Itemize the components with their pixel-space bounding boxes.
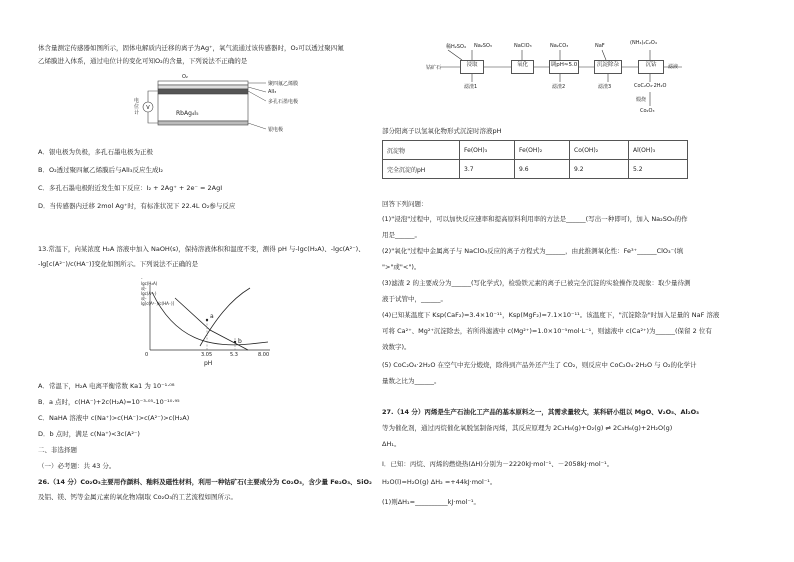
q26-part-line: 液于试管中，______。 <box>382 295 447 303</box>
q12-option-d: D．当传感器内迁移 2mol Ag⁺时，有标准状况下 22.4L O₂参与反应 <box>38 202 236 210</box>
q27-intro-line3: ΔH₁。 <box>382 440 401 448</box>
graph-xtick-2: 5.3 <box>230 352 238 358</box>
process-flow-arrows <box>420 40 720 120</box>
point-b-marker <box>234 341 236 343</box>
reagent-na2so3: Na₂SO₃ <box>474 43 492 49</box>
reagent-na2co3: Na₂CO₃ <box>550 43 569 49</box>
silver-electrode-layer <box>158 121 248 125</box>
point-a-marker <box>206 319 208 321</box>
ali3-layer <box>158 85 248 89</box>
subsection-title: （一）必考题：共 43 分。 <box>38 462 116 470</box>
q13-option-a: A．常温下，H₂A 电离平衡常数 Ka1 为 10⁻¹·⁰⁸ <box>38 382 175 390</box>
graph-origin: 0 <box>145 352 149 358</box>
q26-part-line: 效数字)。 <box>382 343 411 351</box>
curve-a2 <box>200 288 250 346</box>
table-cell: 5.2 <box>629 160 688 179</box>
graph-point-b: b <box>238 338 242 345</box>
q12-intro-line2: 乙烯膜进入体系，通过电位计的变化可知O₂的含量，下列说法不正确的是 <box>38 57 248 65</box>
q13-option-c: C．NaHA 溶液中 c(Na⁺)>c(HA⁻)>c(A²⁻)>c(H₂A) <box>38 414 190 422</box>
section-title: 二、非选择题 <box>38 446 77 454</box>
q26-part-line: (3)滤渣 2 的主要成分为______(写化学式)，检验铁元素的离子已被完全沉淀的实验操作及现象：取少量待测 <box>382 279 691 287</box>
q26-part-line: 用是______。 <box>382 231 421 239</box>
calcine-label: 煅烧 <box>636 97 647 103</box>
graph-ylabel: -lgc(H₂A)或-lgc(A²⁻)或-lg[c(A²⁻)/c(HA⁻)] <box>141 276 175 306</box>
table-header-cell: Fe(OH)₃ <box>460 141 515 160</box>
q12-intro-line1: 体含量测定传感器如图所示，固体电解质内迁移的离子为Ag⁺，氧气流通过该传感器时，O₂可以透过聚四氟 <box>38 44 344 52</box>
q27-intro-line2: 等为催化剂，通过丙烷催化氧脱氢制备丙烯，其反应原理为 2C₃H₈(g)+O₂(g) ⇌ 2C₃H₆(g)+2H₂O(g) <box>382 424 673 432</box>
table-header-cell: 沉淀物 <box>383 141 460 160</box>
electrolyte-layer <box>158 94 248 121</box>
table-header-cell: Al(OH)₃ <box>629 141 688 160</box>
q26-intro-line1: 26.（14 分）Co₂O₃主要用作颜料、釉料及磁性材料，利用一种钴矿石(主要成分为 Co₂O₃，含少量 Fe₂O₃、SiO₂ <box>38 478 372 486</box>
reagent-naf: NaF <box>595 43 605 49</box>
table-cell: 完全沉淀的pH <box>383 160 460 179</box>
answer-prompt: 回答下列问题： <box>382 200 428 208</box>
graph-xlabel: pH <box>204 360 213 367</box>
porous-label: 多孔石墨电极 <box>268 99 299 105</box>
q13-intro-line1: 13.常温下，向某浓度 H₂A 溶液中加入 NaOH(s)，保持溶液体积和温度不变，测得 pH 与-lgc(H₂A)、-lgc(A²⁻)、 <box>38 245 365 253</box>
reagent-h2so4: 稀H₂SO₄ <box>446 44 466 50</box>
table-row <box>383 160 688 179</box>
q12-option-a: A．银电极为负极，多孔石墨电极为正极 <box>38 148 153 156</box>
ag-electrode-label: 银电极 <box>268 127 284 133</box>
q27-intro-line1: 27.（14 分）丙烯是生产石油化工产品的基本原料之一，其需求量较大，某科研小组以 MgO、V₂O₅、Al₂O₃ <box>382 408 699 416</box>
q26-part-line: ">"或"<")。 <box>382 263 421 271</box>
product-oxalate: CoC₂O₄·2H₂O <box>634 83 667 89</box>
svg-text:V: V <box>146 105 150 111</box>
table-cell: 3.7 <box>460 160 515 179</box>
q12-option-b: B．O₂透过聚四氟乙烯膜后与AlI₃反应生成I₂ <box>38 166 163 174</box>
q26-part-line: 量数之比为______。 <box>382 377 441 385</box>
waste-3: 滤渣3 <box>598 84 612 90</box>
q27-part-line: Ⅰ．已知：丙烷、丙烯的燃烧热(ΔH)分别为－2220kJ·mol⁻¹、－2058kJ·mol⁻¹。 <box>382 460 614 468</box>
q13-option-b: B．a 点时，c(HA⁻)+2c(H₂A)=10⁻³·⁰⁵-10⁻¹⁰·⁹⁵ <box>38 398 180 406</box>
ptfe-layer <box>158 81 248 85</box>
q13-option-d: D．b 点时，满足 c(Na⁺)<3c(A²⁻) <box>38 430 140 438</box>
q27-part-line: H₂O(l)=H₂O(g) ΔH₂ =+44kJ·mol⁻¹。 <box>382 478 497 486</box>
reagent-naclo3: NaClO₃ <box>514 43 532 49</box>
ali3-label: AlI₃ <box>268 89 277 95</box>
sensor-cell-diagram <box>130 76 290 142</box>
ptfe-label: 聚四氟乙烯膜 <box>268 81 299 87</box>
q26-intro-line2: 及铝、镁、钙等金属元素的氧化物)制取 Co₂O₃的工艺流程如图所示。 <box>38 493 237 501</box>
table-header-row <box>383 141 688 160</box>
leach-box: 浸取 <box>460 60 484 74</box>
q27-part-line: (1)则ΔH₁=__________kJ·mol⁻¹。 <box>382 498 480 506</box>
precip-remove-box: 沉淀除杂 <box>594 60 622 74</box>
table-cell: 9.2 <box>570 160 629 179</box>
adjust-ph-box: 调pH≈5.0 <box>549 60 579 74</box>
cobalt-precip-box: 沉钴 <box>638 60 664 74</box>
rbag-label: RbAg₄I₅ <box>176 110 199 117</box>
q13-intro-line2: -lg[c(A²⁻)/c(HA⁻)]变化如图所示。下列说法不正确的是 <box>38 260 199 268</box>
precipitation-ph-table <box>382 140 688 179</box>
oxidize-box: 氧化 <box>511 60 534 74</box>
product-co2o3: Co₂O₃ <box>640 108 655 114</box>
waste-2: 滤渣2 <box>552 84 566 90</box>
graph-xtick-3: 8.00 <box>258 352 270 358</box>
q26-part-line: (4)已知某温度下 Ksp(CaF₂)=3.4×10⁻¹¹，Ksp(MgF₂)=7.1×10⁻¹¹。该温度下，"沉淀除杂"时加入足量的 NaF 溶液 <box>382 311 720 319</box>
waste-1: 滤渣1 <box>464 84 478 90</box>
table-cell: 9.6 <box>515 160 570 179</box>
q26-part-line: 可将 Ca²⁺、Mg²⁺沉淀除去，若所得滤液中 c(Mg²⁺)=1.0×10⁻⁵mol·L⁻¹，则滤液中 c(Ca²⁺)为______(保留 2 位有 <box>382 327 712 335</box>
porous-graphite-layer <box>158 89 248 94</box>
table-title: 部分阳离子以氢氧化物形式沉淀时溶液pH <box>382 127 502 135</box>
q26-part-line: (5) CoC₂O₄·2H₂O 在空气中充分煅烧，除得到产品外还产生了 CO₂，则反应中 CoC₂O₄·2H₂O 与 O₂的化学计 <box>382 361 697 369</box>
q26-part-line: (2)"氧化"过程中金属离子与 NaClO₃反应的离子方程式为______，由此推测氧化性：Fe³⁺______ClO₃⁻(填 <box>382 247 684 255</box>
reagent-oxalate: (NH₄)₂C₂O₄ <box>630 40 657 46</box>
graph-point-a: a <box>210 313 214 320</box>
ore-label: 钴矿石 <box>426 65 442 71</box>
o2-label: O₂ <box>182 74 188 80</box>
table-header-cell: Fe(OH)₂ <box>515 141 570 160</box>
q26-part-line: (1)"浸泡"过程中，可以加快反应速率和提高原料利用率的方法是______(写出一种即可)，加入 Na₂SO₃的作 <box>382 215 688 223</box>
graph-xtick-1: 3.05 <box>201 352 213 358</box>
meter-label: 电位计 <box>134 98 140 116</box>
table-header-cell: Co(OH)₂ <box>570 141 629 160</box>
filtrate-label: 滤液 <box>668 64 679 70</box>
q12-option-c: C．多孔石墨电极附近发生如下反应：I₂ + 2Ag⁺ + 2e⁻ = 2AgI <box>38 184 223 192</box>
